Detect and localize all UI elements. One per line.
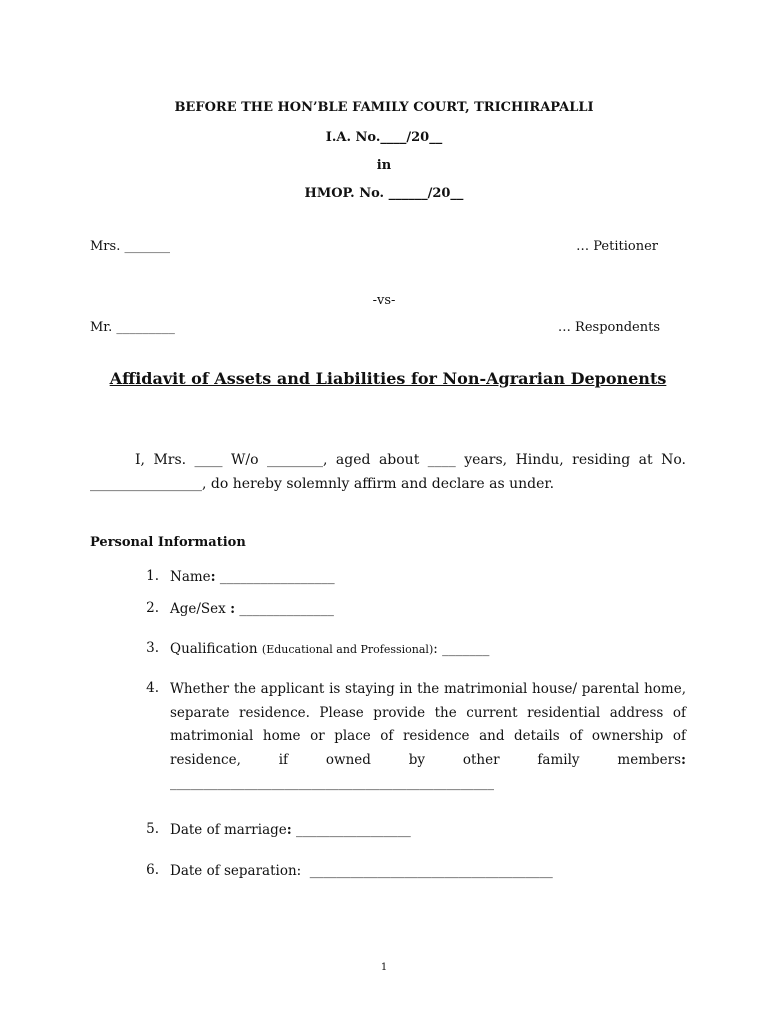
- item-number: 2.: [146, 600, 159, 616]
- item-colon: :: [286, 822, 292, 838]
- item-colon: :: [681, 751, 686, 768]
- item-label: Date of separation:: [170, 863, 302, 879]
- petitioner-name: Mrs. _______: [90, 239, 170, 254]
- item-number: 3.: [146, 640, 159, 656]
- intro-paragraph: I, Mrs. ____ W/o ________, aged about ____ years, Hindu, residing at No. ________________, do hereby solemnly affirm and declare as under.: [90, 452, 686, 492]
- respondent-role: … Respondents: [557, 320, 660, 335]
- item-colon: :: [210, 569, 216, 585]
- marriage-date-field: _________________: [291, 822, 411, 838]
- item-number: 4.: [146, 680, 159, 696]
- affidavit-title: Affidavit of Assets and Liabilities for Non-Agrarian Deponents: [109, 369, 667, 388]
- item-label: Age/Sex: [170, 601, 231, 617]
- qualification-field: : _______: [433, 641, 490, 657]
- petitioner-role: … Petitioner: [576, 239, 658, 254]
- item-colon: :: [230, 601, 236, 617]
- item-label: Whether the applicant is staying in the matrimonial house/ parental home, separate residence. Please provide the current residential address of matrimonial home or place of residence and details of ownership of residence, if owned by other family members: [170, 681, 686, 768]
- section-heading: Personal Information: [90, 535, 246, 550]
- item-number: 1.: [146, 568, 159, 584]
- page-number: 1: [380, 962, 388, 973]
- court-heading: BEFORE THE HON’BLE FAMILY COURT, TRICHIRAPALLI: [174, 100, 594, 115]
- respondent-name: Mr. _________: [90, 320, 175, 335]
- ia-number: I.A. No.____/20__: [325, 130, 443, 145]
- name-field: _________________: [215, 569, 335, 585]
- residence-field: ________________________________________________: [170, 775, 494, 791]
- hmop-number: HMOP. No. ______/20__: [304, 186, 464, 201]
- item-number: 6.: [146, 862, 159, 878]
- item-number: 5.: [146, 821, 159, 837]
- item-label: Qualification: [170, 641, 262, 657]
- separation-date-field: ____________________________________: [301, 863, 553, 879]
- item-label: Name: [170, 569, 211, 585]
- versus-label: -vs-: [372, 293, 396, 308]
- item-label: Date of marriage: [170, 822, 287, 838]
- age-sex-field: ______________: [235, 601, 334, 617]
- item-note: (Educational and Professional): [261, 643, 434, 656]
- in-label: in: [376, 158, 392, 173]
